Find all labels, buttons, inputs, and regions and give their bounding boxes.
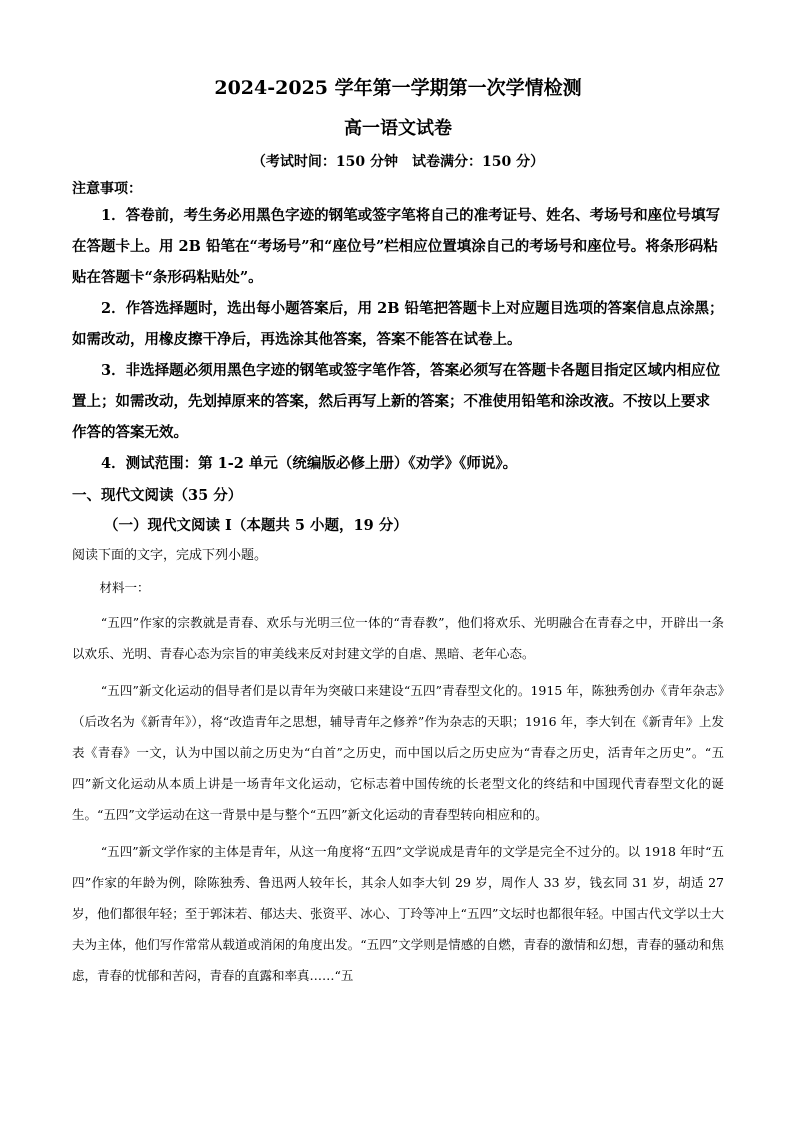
passage-paragraph-3: “五四”新文学作家的主体是青年，从这一角度将“五四”文学说成是青年的文学是完全不过分的。以 1918 年时“五四”作家的年龄为例，除陈独秀、鲁迅两人较年长，其余人如李大钊 29 岁，周作人 33 岁，钱玄同 31 岁，胡适 27 岁，他们都很年轻；至于郭沫若、郁达夫、张资平、冰心、丁玲等冲上“五四”文坛时也都很年轻。中国古代文学以士大夫为主体，他们写作常常从载道或消闲的角度出发。“五四”文学则是情感的自燃，青春的激情和幻想，青春的骚动和焦虑，青春的忧郁和苦闷，青春的直露和率真……“五	[72, 844, 724, 983]
exam-meta: （考试时间：150 分钟 试卷满分：150 分）	[251, 154, 545, 170]
subsection-title: （一）现代文阅读 I（本题共 5 小题，19 分）	[104, 517, 408, 534]
passage-paragraph-2: “五四”新文化运动的倡导者们是以青年为突破口来建设“五四”青春型文化的。1915 年，陈独秀创办《青年杂志》（后改名为《新青年》），将“改造青年之思想，辅导青年之修养”作为杂志的天职；1916 年，李大钊在《新青年》上发表《青春》一文，认为中国以前之历史为“白首”之历史，而中国以后之历史应为“青春之历史，活青年之历史”。“五四”新文化运动从本质上讲是一场青年文化运动，它标志着中国传统的长老型文化的终结和中国现代青春型文化的诞生。“五四”文学运动在这一背景中是与整个“五四”新文化运动的青春型转向相应和的。	[72, 683, 724, 822]
page-title: 2024-2025 学年第一学期第一次学情检测	[214, 77, 582, 99]
passage-paragraph-1: “五四”作家的宗教就是青春、欢乐与光明三位一体的“青春教”，他们将欢乐、光明融合在青春之中，开辟出一条以欢乐、光明、青春心态为宗旨的审美线来反对封建文学的自虐、黑暗、老年心态。	[72, 615, 724, 661]
notice-item-3: 3．非选择题必须用黑色字迹的钢笔或签字笔作答，答案必须写在答题卡各题目指定区域内相应位置上；如需改动，先划掉原来的答案，然后再写上新的答案；不准使用铅笔和涂改液。不按以上要求作答的答案无效。	[72, 362, 721, 441]
notice-heading: 注意事项：	[72, 181, 142, 197]
notice-item-4: 4．测试范围：第 1-2 单元（统编版必修上册）《劝学》《师说》。	[101, 455, 518, 472]
material-label: 材料一：	[99, 580, 150, 595]
page-subtitle: 高一语文试卷	[344, 118, 452, 139]
reading-instruction: 阅读下面的文字，完成下列小题。	[72, 548, 268, 563]
section-title: 一、现代文阅读（35 分）	[72, 487, 243, 504]
notice-item-2: 2．作答选择题时，选出每小题答案后，用 2B 铅笔把答题卡上对应题目选项的答案信息点涂黑；如需改动，用橡皮擦干净后，再选涂其他答案，答案不能答在试卷上。	[72, 300, 724, 348]
exam-page	[72, 66, 724, 997]
notice-item-1: 1．答卷前，考生务必用黑色字迹的钢笔或签字笔将自己的准考证号、姓名、考场号和座位号填写在答题卡上。用 2B 铅笔在“考场号”和“座位号”栏相应位置填涂自己的考场号和座位号。将条形码粘贴在答题卡“条形码粘贴处”。	[72, 207, 721, 286]
